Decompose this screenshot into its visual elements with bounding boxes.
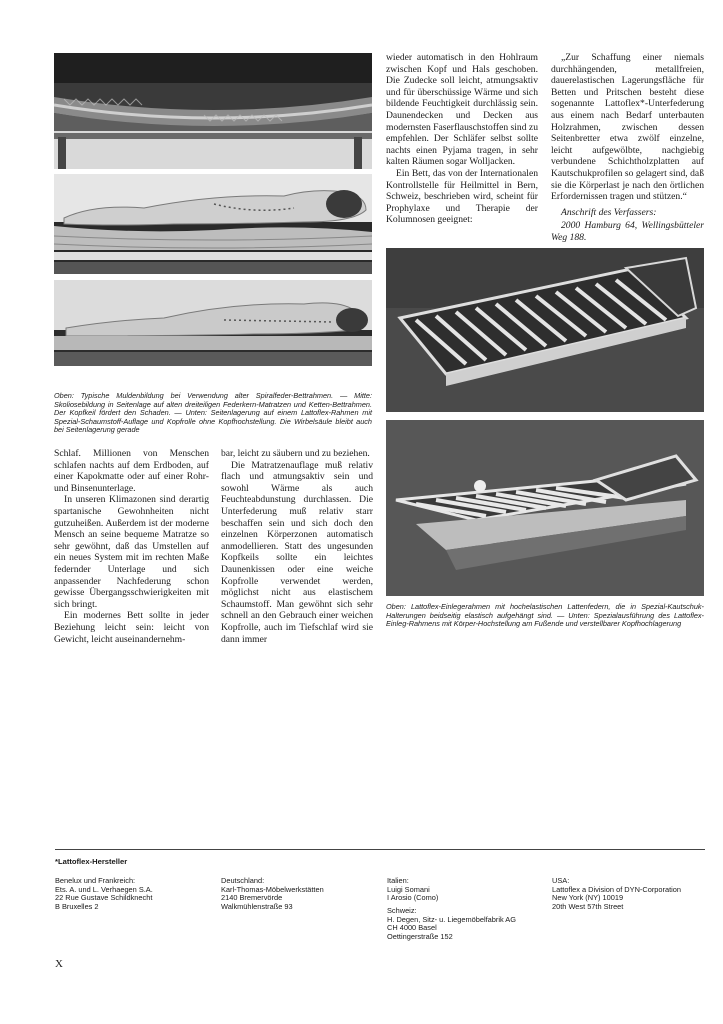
manufacturers-heading: *Lattoflex-Hersteller	[55, 857, 128, 866]
author-address: 2000 Hamburg 64, Wellingsbütteler Weg 188.	[551, 220, 704, 243]
author-address-label: Anschrift des Verfassers:	[561, 206, 657, 218]
photo-side-lying-spring-mattress	[54, 174, 372, 274]
text-column-4	[551, 52, 704, 244]
paragraph: In unseren Klimazonen sind derartig spartanische Gewohnheiten nicht gutzuheißen. Außerdem ist der moderne Mensch an seine bequeme Matratze so sehr gewöhnt, daß das Umstellen auf ein neues System mit im rechten Maße federnder Unterlage und sich anpassender Nachfederung schon gewisse Übergangsschwierigkeiten mit sich bringt.	[54, 494, 209, 610]
photo-side-lying-lattoflex	[54, 280, 372, 366]
page-number: X	[55, 958, 63, 970]
paragraph: Ein Bett, das von der Internationalen Kontrollstelle für Heilmittel in Bern, Schweiz, beschrieben wird, scheint für Prophylaxe und Therapie der Kolumnosen geeignet:	[386, 167, 538, 226]
paragraph: bar, leicht zu säubern und zu beziehen.	[221, 448, 370, 459]
address-schweiz: Schweiz: H. Degen, Sitz- u. Liegemöbelfabrik AG CH 4000 Basel Oettingerstraße 152	[387, 906, 516, 941]
address-usa: USA: Lattoflex a Division of DYN-Corporation New York (NY) 10019 20th West 57th Street	[552, 876, 681, 911]
address-italien: Italien: Luigi Somani I Arosio (Como)	[387, 876, 439, 903]
paragraph: wieder automatisch in den Hohlraum zwischen Kopf und Hals geschoben. Die Zudecke soll leicht, atmungsaktiv und für überschüssige Wärme und sich bildende Feuchtigkeit durchlässig sein. Daunendecken und Decken aus modernsten Faserflauschstoffen sind zu empfehlen. Der Schläfer selbst sollte nachts einen Pyjama tragen, in sehr kalten Räumen sogar Wolljacken.	[386, 52, 538, 168]
caption-right-photos: Oben: Lattoflex-Einlegerahmen mit hochelastischen Lattenfedern, die in Spezial-Kautschuk-Halterungen beidseitig elastisch aufgehängt sind. — Unten: Spezialausführung des Lattoflex-Einleg-Rahmens mit Körper-Hochstellung am Fußende und verstellbarer Kopfhochlagerung	[386, 602, 704, 629]
address-deutschland: Deutschland: Karl-Thomas-Möbelwerkstätten 2140 Bremervörde Walkmühlenstraße 93	[221, 876, 324, 911]
photo-lattoflex-frame-headrest	[386, 420, 704, 596]
text-column-3	[386, 52, 538, 226]
text-column-2	[221, 448, 373, 645]
paragraph: Schlaf. Millionen von Menschen schlafen nachts auf dem Erdboden, auf einer Kapokmatte oder auf einer Rohr- und Binsenunterlage.	[54, 448, 209, 494]
paragraph: „Zur Schaffung einer niemals durchhängenden, metallfreien, dauerelastischen Lagerungsfläche für Betten und Pritschen besteht diese sogenannte Lattoflex*-Unterfederung aus einem nach Bedarf unterbauten Holzrahmen, zwischen dessen Seitenbretter etwa zwölf einzelne, leicht aufgewölbte, nachgiebig verbundene Schichtholzplatten auf Kautschukprofilen so gelagert sind, daß sie die Körperlast je nach den örtlichen Erfordernissen tragen und stützen.“	[551, 52, 704, 203]
photo-lattoflex-frame	[386, 248, 704, 412]
caption-left-photos: Oben: Typische Muldenbildung bei Verwendung alter Spiralfeder-Bettrahmen. — Mitte: Skoliosebildung in Seitenlage auf alten dreiteiligen Federkern-Matratzen und Ketten-Bettrahmen. Der Kopfkeil fördert den Schaden. — Unten: Seitenlagerung auf einem Lattoflex-Rahmen mit Spezial-Schaumstoff-Auflage und Kopfrolle ohne Kopfhochstellung. Die Wirbelsäule bleibt auch bei Seitenlagerung gerade	[54, 391, 372, 435]
paragraph: Ein modernes Bett sollte in jeder Beziehung leicht sein: leicht von Gewicht, leicht auseinandernehm-	[54, 610, 209, 645]
paragraph: Die Matratzenauflage muß relativ flach und atmungsaktiv sein und sowohl Wärme als auch Feuchteabdunstung durchlassen. Die Unterfederung muß relativ starr beschaffen sein und sich doch den einzelnen Körperzonen automatisch anmodellieren. Statt des ungesunden Kopfkeils sollte ein leichtes Daunenkissen oder eine weiche Kopfrolle verwendet werden, möglichst nicht aus elastischem Schaumstoff. Man gewöhnt sich sehr schnell an den Gebrauch einer weichen Kopfrolle, auch im Tiefschlaf wird sie dann immer	[221, 459, 373, 645]
address-benelux: Benelux und Frankreich: Ets. A. und L. Verhaegen S.A. 22 Rue Gustave Schildknecht B Bruxelles 2	[55, 876, 153, 911]
text-column-1	[54, 448, 209, 645]
photo-spiral-bed	[54, 53, 372, 169]
footer-rule	[55, 849, 705, 850]
